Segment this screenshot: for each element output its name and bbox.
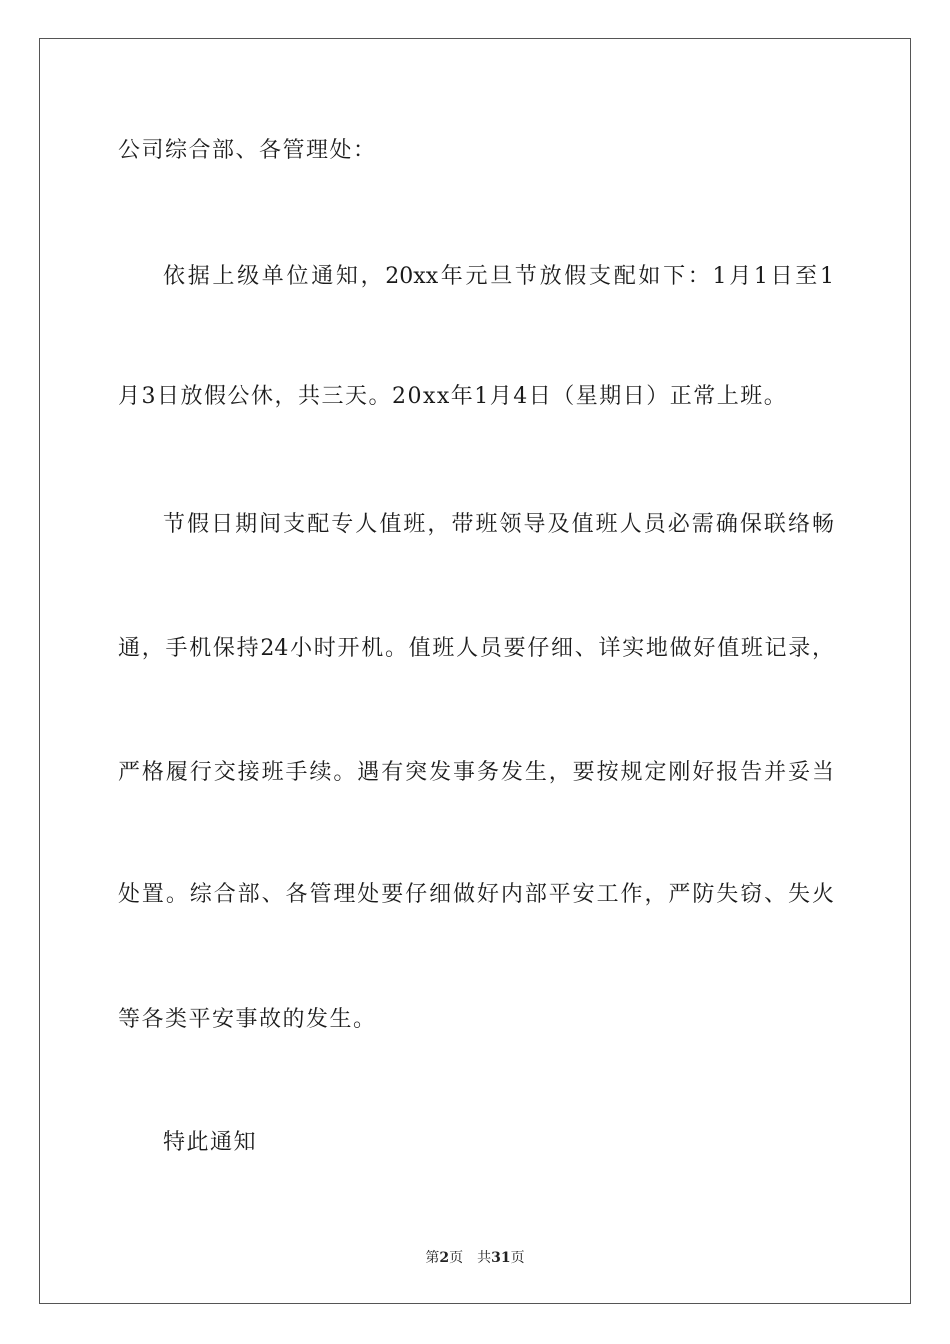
paragraph-line-3: 节假日期间支配专人值班，带班领导及值班人员必需确保联络畅 bbox=[163, 512, 834, 537]
total-pages: 31 bbox=[491, 1250, 511, 1266]
paragraph-line-6: 处置。综合部、各管理处要仔细做好内部平安工作，严防失窃、失火 bbox=[118, 882, 834, 907]
paragraph-line-5: 严格履行交接班手续。遇有突发事务发生，要按规定刚好报告并妥当 bbox=[118, 760, 834, 785]
salutation: 公司综合部、各管理处： bbox=[118, 138, 377, 163]
paragraph-line-4: 通，手机保持24小时开机。值班人员要仔细、详实地做好值班记录， bbox=[118, 636, 834, 661]
page-number: 2 bbox=[439, 1250, 450, 1266]
paragraph-line-7: 等各类平安事故的发生。 bbox=[118, 1007, 377, 1032]
page-footer bbox=[0, 1248, 950, 1268]
page-prefix: 第 bbox=[425, 1250, 440, 1266]
paragraph-line-2: 月3日放假公休，共三天。20xx年1月4日（星期日）正常上班。 bbox=[118, 384, 788, 409]
total-prefix: 共 bbox=[477, 1250, 492, 1266]
page-border bbox=[39, 38, 911, 1304]
total-suffix: 页 bbox=[510, 1250, 525, 1266]
page-suffix: 页 bbox=[449, 1250, 464, 1266]
paragraph-line-1: 依据上级单位通知，20xx年元旦节放假支配如下：1月1日至1 bbox=[163, 264, 834, 289]
closing-text: 特此通知 bbox=[163, 1130, 258, 1155]
